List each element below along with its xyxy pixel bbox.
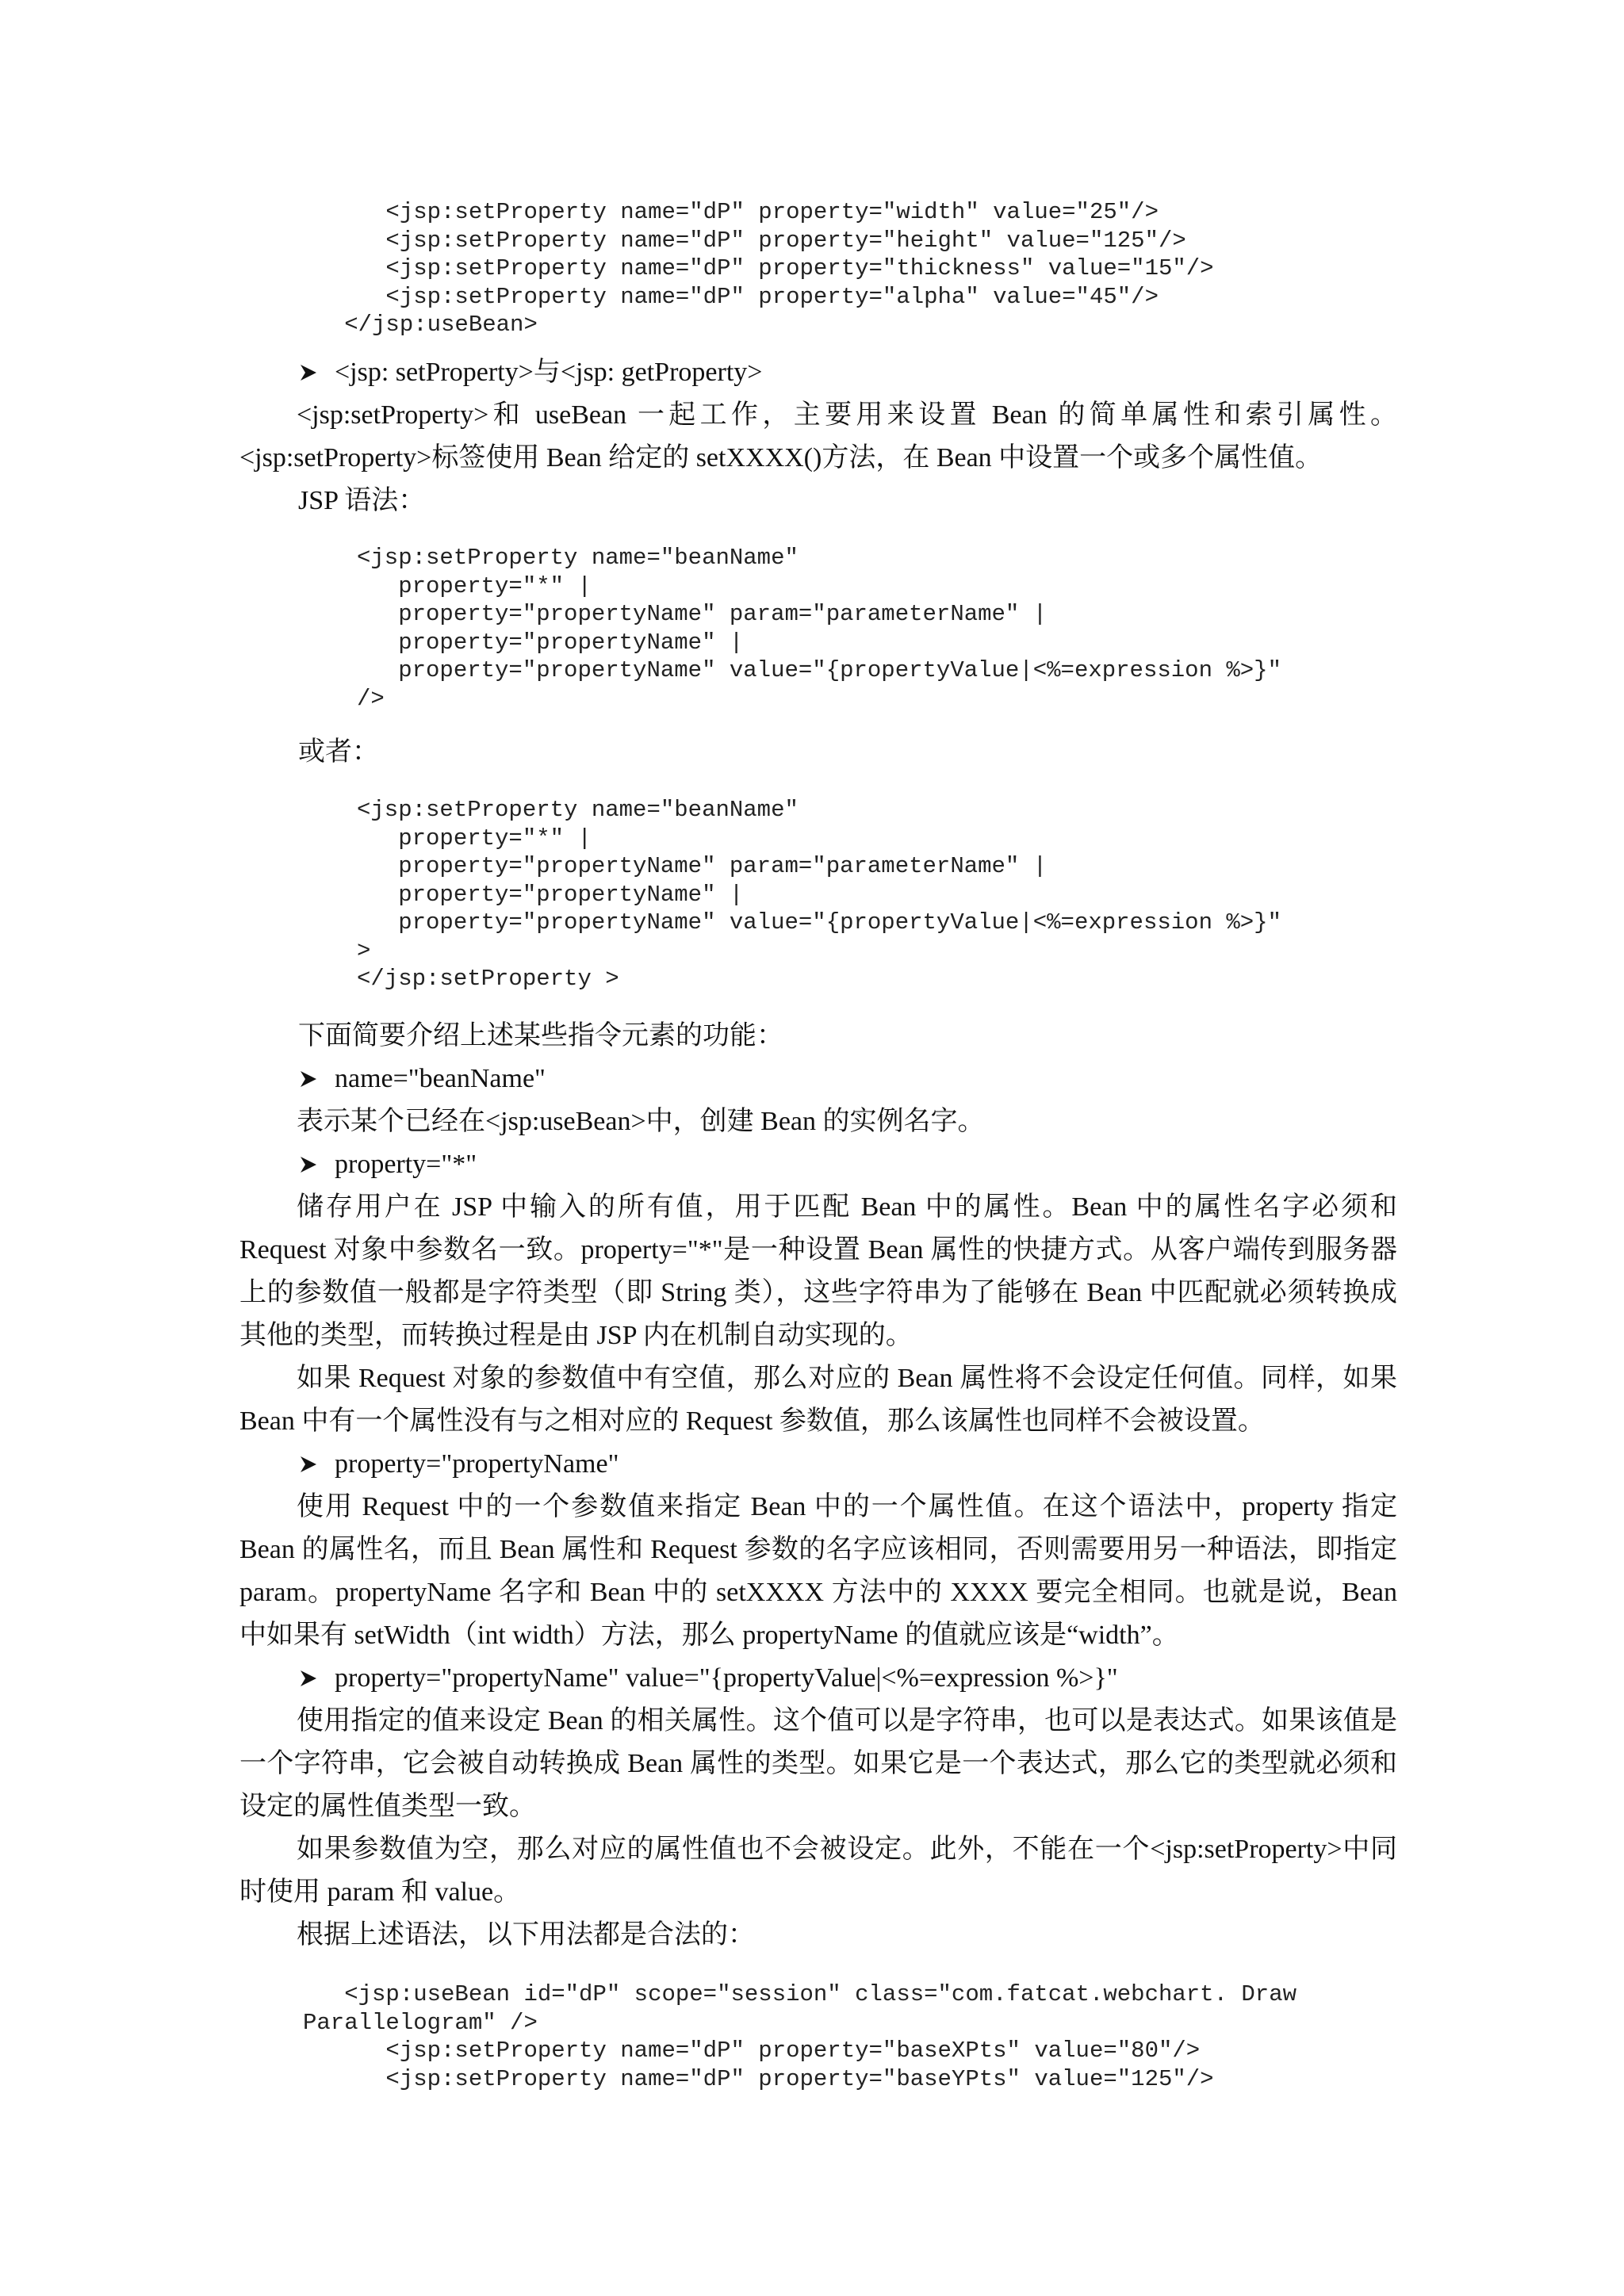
code-line: property="propertyName" value="{propertyValue|<%=expression %>}" bbox=[357, 909, 1281, 936]
code-line: /> bbox=[357, 685, 385, 712]
code-line: Parallelogram" /> bbox=[303, 2009, 538, 2036]
bullet-text: property="propertyName" value="{propertyValue|<%=expression %>}" bbox=[335, 1663, 1118, 1693]
code-line: property="propertyName" value="{propertyValue|<%=expression %>}" bbox=[357, 657, 1281, 683]
code-line: </jsp:useBean> bbox=[303, 312, 538, 338]
paragraph-property-name: 使用 Request 中的一个参数值来指定 Bean 中的一个属性值。在这个语法中，property 指定 Bean 的属性名，而且 Bean 属性和 Request 参数的名字应该相同，否则需要用另一种语法，即指定 param。propertyName 名字和 Bean 中的 setXXXX 方法中的 XXXX 要完全相同。也就是说，Bean 中如果有 setWidth（int width）方法，那么 propertyName 的值就应该是“width”。 bbox=[239, 1492, 1397, 1650]
code-line: property="propertyName" | bbox=[357, 881, 744, 908]
code-line: property="propertyName" | bbox=[357, 629, 744, 656]
paragraph-name-description: 表示某个已经在<jsp:useBean>中，创建 Bean 的实例名字。 bbox=[297, 1107, 985, 1136]
code-line: </jsp:setProperty > bbox=[357, 966, 619, 992]
code-line: <jsp:useBean id="dP" scope="session" class="com.fatcat.webchart. Draw bbox=[303, 1981, 1297, 2007]
bullet-name-beanname bbox=[298, 1058, 546, 1100]
arrow-bullet-icon bbox=[298, 362, 319, 383]
code-line: > bbox=[357, 937, 371, 964]
paragraph-property-star: 储存用户在 JSP 中输入的所有值，用于匹配 Bean 中的属性。Bean 中的属性名字必须和 Request 对象中参数名一致。property="*"是一种设置 Bean 属性的快捷方式。从客户端传到服务器上的参数值一般都是字符类型（即 String 类），这些字符串为了能够在 Bean 中匹配就必须转换成其他的类型，而转换过程是由 JSP 内在机制自动实现的。 bbox=[239, 1192, 1397, 1350]
code-line: property="*" | bbox=[357, 825, 592, 851]
arrow-bullet-icon bbox=[298, 1454, 319, 1475]
intro-line: 下面简要介绍上述某些指令元素的功能： bbox=[298, 1021, 783, 1050]
code-block-syntax-2 bbox=[357, 796, 1281, 993]
code-line: property="*" | bbox=[357, 572, 592, 599]
arrow-bullet-icon bbox=[298, 1069, 319, 1089]
code-line: <jsp:setProperty name="dP" property="height" value="125"/> bbox=[303, 227, 1186, 254]
paragraph-property-value: 使用指定的值来设定 Bean 的相关属性。这个值可以是字符串，也可以是表达式。如果该值是一个字符串，它会被自动转换成 Bean 属性的类型。如果它是一个表达式，那么它的类型就必须和设定的属性值类型一致。 bbox=[239, 1706, 1397, 1821]
arrow-bullet-icon bbox=[298, 1154, 319, 1175]
bullet-text: name="beanName" bbox=[335, 1064, 546, 1093]
paragraph-legal-usages: 根据上述语法，以下用法都是合法的： bbox=[297, 1920, 755, 1950]
arrow-bullet-icon bbox=[298, 1668, 319, 1689]
paragraph-param-value: 如果参数值为空，那么对应的属性值也不会被设定。此外，不能在一个<jsp:setProperty>中同时使用 param 和 value。 bbox=[239, 1835, 1397, 1907]
code-line: <jsp:setProperty name="dP" property="thickness" value="15"/> bbox=[303, 255, 1214, 281]
paragraph-setproperty-intro: <jsp:setProperty>和 useBean 一起工作，主要用来设置 Bean 的简单属性和索引属性。<jsp:setProperty>标签使用 Bean 给定的 setXXXX()方法，在 Bean 中设置一个或多个属性值。 bbox=[239, 400, 1397, 473]
code-line: <jsp:setProperty name="dP" property="width" value="25"/> bbox=[303, 199, 1159, 225]
code-line: <jsp:setProperty name="beanName" bbox=[357, 797, 799, 823]
code-block-bottom bbox=[303, 1980, 1297, 2093]
jsp-syntax-label: JSP 语法： bbox=[298, 486, 426, 515]
bullet-setproperty-getproperty bbox=[298, 351, 762, 394]
bullet-text: property="*" bbox=[335, 1150, 477, 1179]
code-line: <jsp:setProperty name="dP" property="baseXPts" value="80"/> bbox=[303, 2038, 1201, 2064]
bullet-text: <jsp: setProperty>与<jsp: getProperty> bbox=[335, 358, 763, 387]
bullet-property-star bbox=[298, 1143, 477, 1186]
code-block-top bbox=[303, 198, 1214, 339]
code-block-syntax-1 bbox=[357, 544, 1281, 713]
bullet-property-value bbox=[298, 1657, 1118, 1700]
bullet-property-name bbox=[298, 1443, 619, 1486]
bullet-text: property="propertyName" bbox=[335, 1449, 619, 1479]
code-line: property="propertyName" param="parameterName" | bbox=[357, 853, 1048, 879]
code-line: <jsp:setProperty name="dP" property="baseYPts" value="125"/> bbox=[303, 2065, 1214, 2092]
code-line: <jsp:setProperty name="beanName" bbox=[357, 545, 799, 571]
paragraph-empty-values: 如果 Request 对象的参数值中有空值，那么对应的 Bean 属性将不会设定任何值。同样，如果 Bean 中有一个属性没有与之相对应的 Request 参数值，那么该属性也同样不会被设置。 bbox=[239, 1364, 1397, 1436]
code-line: <jsp:setProperty name="dP" property="alpha" value="45"/> bbox=[303, 283, 1159, 310]
or-label: 或者： bbox=[298, 737, 379, 767]
code-line: property="propertyName" param="parameterName" | bbox=[357, 601, 1048, 627]
